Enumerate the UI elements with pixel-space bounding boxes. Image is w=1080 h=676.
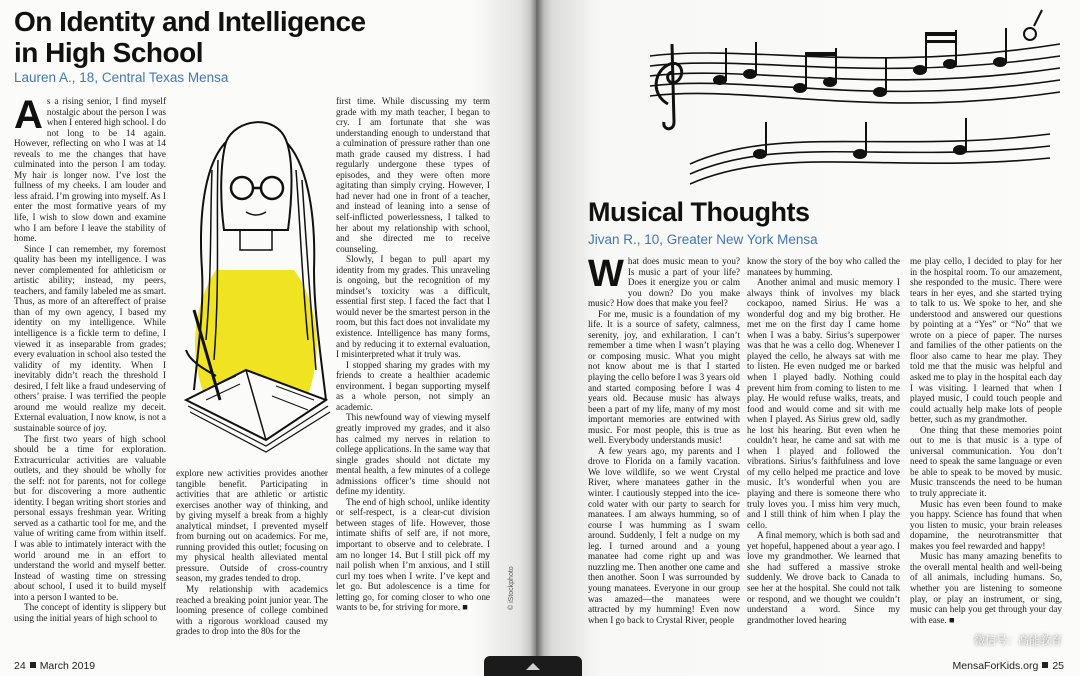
paragraph: me play cello, I decided to play for her in the hospital room. To our amazement, she responded to the music. There were tears in her eyes, and she started trying to talk to us. We spoke to her, and she understood and answered our questions by pointing at a “Yes” or “No” that we wrote on a piece of paper. The nurses and families of the other patients on the floor also came to hear me play. They told me that the music was helpful and asked me to play in the hospital each day I was visiting. I learned that when I played music, I could touch people and could actually help make lots of people better, such as my grandmother. [910,256,1062,425]
paragraph: As a rising senior, I find myself nostalgic about the person I was when I entered high school. I do not long to be 14 again. However, reflecting on who I was at 14 reveals to me the changes that have culminated into the person I am today. My hair is longer now. I’ve lost the fullness of my cheeks. I am louder and less afraid. I’m growing into myself. As I enter the most formative years of my life, I wish to slow down and examine who I am before I leave the stability of home. [14,93,166,244]
square-bullet-icon [1042,662,1048,668]
drop-cap: A [14,93,43,137]
page-number: 24 [14,660,26,672]
paragraph: explore new activities provides another tangible benefit. Participating in activities that are athletic or artistic exercises another way of thinking, and by giving myself a break from a highly analytical mindset, I prevented myself from burning out on academics. For me, running provided this outlet; focusing on my physical health alleviated mental pressure. Outside of cross-country season, my grades tended to drop. [176,468,328,584]
right-article-column-2 [747,256,900,656]
square-bullet-icon [30,662,36,668]
paragraph: A final memory, which is both sad and yet hopeful, happened about a year ago. I love my grandmother. We learned that she had suffered a massive stroke suddenly. We drove back to Canada to see her at the hospital. She could not talk or respond, and we thought we couldn’t understand a word. Since my grandmother loved hearing [747,530,900,625]
paragraph: The first two years of high school should be a time for exploration. Extracurricular activities are valuable outlets, and they should be wholly for the self: not for parents, not for college but for discovering a more authentic identity. I began writing short stories and personal essays freshman year. Writing served as a cathartic tool for me, and the value of writing came from within itself. I was able to intimately interact with the world around me in an effort to understand the world and myself better. Instead of wasting time on stressing about school, I used it to build myself into a person I wanted to be. [14,433,166,602]
paragraph: A few years ago, my parents and I drove to Florida on a family vacation. We love wildlife, so we went Crystal River, where manatees gather in the winter. I cautiously stepped into the ice-cold water with our party to search for manatees. I am always humming, so of course I was humming as I swam around. Suddenly, I felt a nudge on my leg. I turned around and a young manatee had come right up and was nuzzling me. Then another one came and then another. Soon I was surrounded by young manatees. Everyone in our group was amazed—the manatees were attracted by my humming! Even now when I go back to Crystal River, people [588,445,740,625]
paragraph: first time. While discussing my term grade with my math teacher, I began to cry. I am fortunate that she was understanding enough to understand that a culmination of pressure rather than one math grade caused my distress. I had regularly undergone these types of episodes, and they were often more agitating than simply crying. However, I had never had one in front of a teacher, and instead of leaning into a sense of self-inflicted powerlessness, I talked to her about my relationship with school, and she directed me to receive counseling. [336,96,490,254]
paragraph: Music has many amazing benefits to the overall mental health and well-being of all animals, including humans. So, whether you are listening to someone play, or play an instrument, or sing, music can help you get through your day with ease. ■ [910,551,1062,625]
issue-date: March 2019 [39,660,96,672]
paragraph: One thing that these memories point out to me is that music is a type of universal communication. You don’t need to speak the same language or even be able to speak to be moved by music. Music transcends the need to be human to truly appreciate it. [910,424,1062,499]
music-staff-illustration [630,4,1070,200]
paragraph: Slowly, I began to pull apart my identity from my grades. This unraveling is ongoing, but the recognition of my mindset’s toxicity was a difficult, essential first step. I faced the fact that I would never be the smartest person in the room, but this fact does not invalidate my existence. Intelligence has many forms, and by reducing it to external evaluation, I misinterpreted what it truly was. [336,254,490,360]
paragraph: Another animal and music memory I always think of involves my black cockapoo, named Sirius. He was a wonderful dog and my big brother. He met me on the first day I came home when I was a baby. Sirius’s superpower was that he was a cello dog. Whenever I played the cello, he always sat with me to listen. He even nudged me or barked when I played badly. Nothing could prevent him from coming to listen to me play. He would refuse walks, treats, and food and would come and sit with me when I played. As Sirius grew old, sadly he lost his hearing. But even when he couldn’t hear, he came and sat with me when I played and followed the vibrations. Sirius’s faithfulness and love of my cello helped me practice and love music. It’s wonderful when you are playing and there is someone there who truly loves you. I miss him very much, and I still think of him when I play the cello. [747,277,900,530]
girl-reading-illustration [176,100,334,462]
paragraph: The concept of identity is slippery but using the initial years of high school to [14,602,166,623]
paragraph: My relationship with academics reached a breaking point junior year. The looming presence of college combined with a rigorous workload caused my grades to drop into the 80s for the [176,584,328,637]
photo-credit: © iStockphoto [508,566,515,610]
paragraph: What does music mean to you? Is music a part of your life? Does it energize you or calm you down? Do you make music? How does that make you feel? [588,253,740,309]
left-page [0,0,536,676]
scroll-up-tab[interactable] [484,656,582,676]
right-article-column-1 [588,253,740,656]
page-spine-shadow [530,0,544,676]
right-article-title: Musical Thoughts [588,197,810,227]
right-article-byline: Jivan R., 10, Greater New York Mensa [588,232,818,247]
drop-cap: W [588,253,624,295]
left-article-column-1 [14,93,166,651]
paragraph: know the story of the boy who called the manatees by humming. [747,256,900,277]
paragraph: Music has even been found to make you happy. Science has found that when you listen to music, your brain releases dopamine, the neurotransmitter that makes you feel rewarded and happy! [910,498,1062,551]
paragraph: Since I can remember, my foremost quality has been my intelligence. I was never complemented for athleticism or artistic ability; instead, my peers, teachers, and family labeled me as smart. Thus, as more of an aftereffect of praise than of my own agency, I based my identity on my intelligence. While intelligence is a fickle term to define, I viewed it as inseparable from grades; every evaluation in school also tested the validity of my identity. When I inevitably didn’t reach the threshold I desired, I felt like a fraud undeserving of others’ praise. I was terrified the people around me would realize my deceit. External evaluation, I now know, is not a sustainable source of joy. [14,243,166,433]
right-page [536,0,1080,676]
paragraph: The end of high school, unlike identity or self-respect, is a clear-cut division between stages of life. However, those intimate shifts of self are, if not more, important to observe and to celebrate. I am no longer 14. But I still pick off my nail polish when I’m anxious, and I still curl my toes when I write. I’ve kept and let go. But adolescence is a time for letting go, for coming closer to who one wants to be, for striving for more. ■ [336,496,490,613]
right-footer [953,660,1064,672]
paragraph: This newfound way of viewing myself greatly improved my grades, and it also has calmed my nerves in relation to college applications. In the same way that single grades should not dictate my mental health, a few minutes of a college admissions officer’s time should not define my identity. [336,412,490,497]
watermark: 微信号：高能教育 [974,634,1062,647]
paragraph: For me, music is a foundation of my life. It is a source of safety, calmness, serenity, joy, and exhilaration. I can’t remember a time when I wasn’t playing or composing music. What you might not know about me is that I started playing the cello before I was 3 years old and started composing before I was 4 years old. Because music has always been a part of my life, many of my most important memories are entwined with music. For most people, this is true as well. Everybody understands music! [588,308,740,446]
page-number: 25 [1052,660,1064,672]
chevron-up-icon [526,663,540,670]
paragraph: I stopped sharing my grades with my friends to create a healthier academic environment. I began supporting myself as a whole person, not simply an academic. [336,359,490,412]
left-article-column-2 [176,468,328,653]
left-article-byline: Lauren A., 18, Central Texas Mensa [14,70,229,85]
site-name: MensaForKids.org [952,660,1039,672]
right-article-column-3 [910,256,1062,656]
left-article-title: On Identity and Intelligence in High School [14,6,366,68]
left-article-column-3 [336,96,490,651]
left-footer [14,660,95,672]
